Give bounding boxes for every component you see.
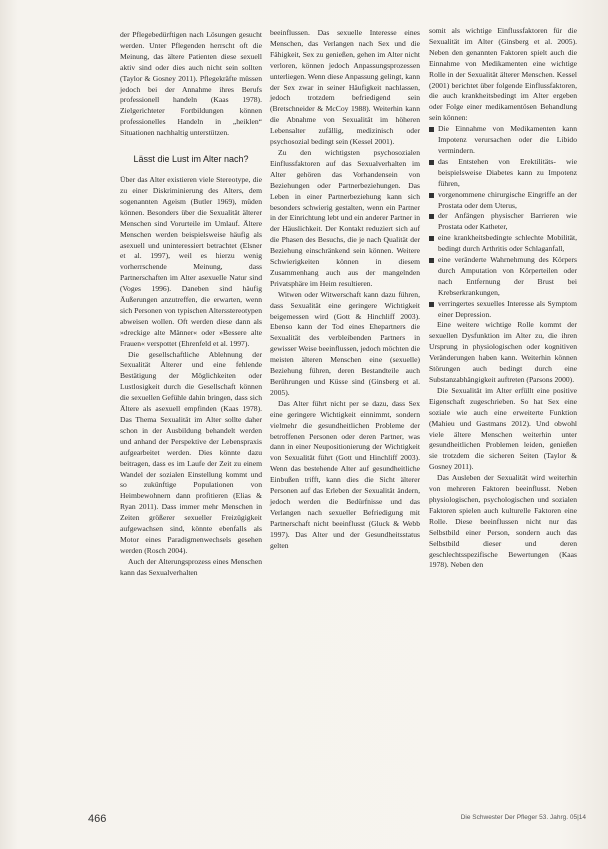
paragraph: somit als wichtige Einflussfaktoren für die Sexualität im Alter (Ginsberg et al. 2005). Neben den genannten Faktoren spielt auch die Einnahme von Medikamenten eine wichtige Rolle in der Sexualität älterer Menschen. Kessel (2001) berichtet über folgende Einflussfaktoren, die auch krankheitsbedingt im Alter ergeben oder Folge einer medikamentösen Behandlung sein können:	[429, 26, 577, 123]
paragraph: Über das Alter existieren viele Stereotype, die zu einer Diskriminierung des Alters, dem sogenannten Ageism (Butler 1969), müden können. Besonders über die Sexualität älterer Menschen sind Vorurteile im Umlauf. Ältere Menschen werden beispielsweise häufig als asexuell und uninteressiert betrachtet (Elsner et al. 1997), weil es hierzu wenig vorherrschende Meinung, dass Partnerschaften im Alter asexuelle Natur sind (Voges 1996). Daneben sind häufig Äußerungen anzutreffen, die erwarten, wenn sich Personen von typischen Altersstereotypen abweisen wollen. Oft werden diese dann als »dreckige alte Männer« oder »Bessere alte Frauen« verspottet (Ehrenfeld et al. 1997).	[120, 175, 262, 348]
bullet-item: vorgenommene chirurgische Eingriffe an der Prostata oder dem Uterus,	[429, 190, 577, 212]
paragraph: Auch der Alterungsprozess eines Menschen kann das Sexualverhalten	[120, 556, 262, 577]
bullet-item: der Anfängen physischer Barrieren wie Prostata oder Katheter,	[429, 211, 577, 233]
page-number: 466	[88, 813, 107, 825]
section-heading: Lässt die Lust im Alter nach?	[133, 154, 249, 165]
paragraph: Zu den wichtigsten psychosozialen Einflussfaktoren auf das Sexualverhalten im Alter gehören das Vorhandensein von Beziehungen oder Partnerbeziehungen. Das Leben in einer Partnerbeziehung kann sich besonders schwierig gestalten, wenn ein Partner in der Einrichtung lebt und ein anderer Partner in der Häuslichkeit. Der Kontakt reduziert sich auf die Phasen des Besuchs, die je nach Qualität der Beziehung einschränkend sein können. Weitere Schwierigkeiten können in diesem Zusammenhang auch aus der mangelnden Privatsphäre im Heim resultieren.	[270, 147, 420, 288]
bullet-item: Die Einnahme von Medikamenten kann Impotenz verursachen oder die Libido vermindern.	[429, 124, 577, 157]
text-column-2	[270, 28, 420, 552]
paragraph: Eine weitere wichtige Rolle kommt der sexuellen Dysfunktion im Alter zu, die ihren Ursprung in physiologischen oder kognitiven Veränderungen haben kann. Weiterhin können Störungen auch bedingt durch eine Substanzabhängigkeit auftreten (Parsons 2000).	[429, 320, 577, 384]
text-column-3	[429, 26, 577, 571]
paragraph: beeinflussen. Das sexuelle Interesse eines Menschen, das Verlangen nach Sex und die Fähigkeit, Sex zu genießen, gehen im Alter nicht verloren, können jedoch Anpassungsprozessen unterliegen. Wenn diese Anpassung gelingt, kann der Sex zwar in seiner Häufigkeit nachlassen, jedoch trotzdem befriedigend sein (Bretschneider & McCoy 1988). Weiterhin kann die Abnahme von Sexualität im höheren Lebensalter zufällig, medizinisch oder psychosozial bedingt sein (Kessel 2001).	[270, 28, 420, 147]
paragraph: Das Ausleben der Sexualität wird weiterhin von mehreren Faktoren beeinflusst. Neben physiologischen, psychologischen und sozialen Faktoren spielen auch kulturelle Faktoren eine Rolle. Diese beeinflussen nicht nur das Selbstbild einer Person, sondern auch das Selbstbild dieser und deren geschlechtsspezifische Bewertungen (Kaas 1978). Neben den	[429, 473, 577, 570]
paragraph: Die Sexualität im Alter erfüllt eine positive Eigenschaft zugeschrieben. So hat Sex eine soziale wie auch eine erweiterte Funktion (Mahieu und Gastmans 2012). Und obwohl viele ältere Menschen weiterhin unter gesundheitlichen Problemen leiden, genießen sie trotzdem die sicheren Seiten (Taylor & Gosney 2011).	[429, 385, 577, 472]
paragraph: Die gesellschaftliche Ablehnung der Sexualität Älterer und eine fehlende Bestätigung der Möglichkeiten oder Lustlosigkeit durch die Gesellschaft können die sexuellen Gefühle dahin bringen, dass sich Ältere als asexuell empfinden (Kaas 1978). Das Thema Sexualität im Alter sollte daher schon in der Ausbildung behandelt werden und anhand der Perspektive der Lebenspraxis aufgearbeitet werden. Dies könnte dazu beitragen, dass es im Laufe der Zeit zu einem Wandel der sozialen Einstellung kommt und so zukünftige Populationen von Heimbewohnern dann profitieren (Elias & Ryan 2011). Dass immer mehr Menschen in Zeiten größerer sexueller Freizügigkeit aufgewachsen sind, könnte ebenfalls als Motor eines Paradigmenwechsels gesehen werden (Rosch 2004).	[120, 349, 262, 555]
bullet-item: eine krankheitsbedingte schlechte Mobilität, bedingt durch Arthritis oder Schlaganfall,	[429, 233, 577, 255]
bullet-item: eine veränderte Wahrnehmung des Körpers durch Amputation von Körperteilen oder nach Entfernung der Brust bei Krebserkrankungen,	[429, 255, 577, 299]
paragraph: der Pflegebedürftigen nach Lösungen gesucht werden. Unter Pflegenden herrscht oft die Meinung, das ältere Patienten diese sexuell aktiv sind oder dies auch nicht sein sollten (Taylor & Gosney 2011). Pflegekräfte müssen jedoch bei der Annahme ihres Berufs professionell handeln (Kaas 1978). Zielgerichteter Fortbildungen können professionelles Handeln in „heiklen“ Situationen nachhaltig unterstützen.	[120, 30, 262, 138]
bullet-item: verringertes sexuelles Interesse als Symptom einer Depression.	[429, 299, 577, 321]
text-column-1	[120, 30, 262, 579]
paragraph: Das Alter führt nicht per se dazu, dass Sex eine geringere Wichtigkeit einnimmt, sondern vielmehr die gesundheitlichen Probleme der betroffenen Personen oder deren Partner, was dann in einer Neupositionierung der Wichtigkeit von Sexualität führt (Gott und Hinchliff 2003). Wenn das bestehende Alter auf gesundheitliche Einbußen trifft, kann dies die Sicht älterer Personen auf das Erleben der Sexualität ändern, jedoch werden die Bedürfnisse und das Verlangen nach sexueller Befriedigung mit Partnerschaft nicht beeinflusst (Gluck & Webb 1997). Das Alter und der Gesundheitsstatus gelten	[270, 398, 420, 550]
bullet-item: das Entstehen von Erektilitäts- wie beispielsweise Diabetes kann zu Impotenz führen,	[429, 157, 577, 190]
paragraph: Witwen oder Witwerschaft kann dazu führen, dass Sexualität eine geringere Wichtigkeit beigemessen wird (Gott & Hinchliff 2003). Ebenso kann der Tod eines Ehepartners die Sexualität des verbleibenden Partners in gewisser Weise beeinflussen, jedoch möchten die meisten älteren Menschen eine (sexuelle) Beziehung führen, deren Bestandteile auch Berührungen und Küsse sind (Ginsberg et al. 2005).	[270, 289, 420, 397]
journal-footer: Die Schwester Der Pfleger 53. Jahrg. 05|14	[460, 814, 586, 821]
